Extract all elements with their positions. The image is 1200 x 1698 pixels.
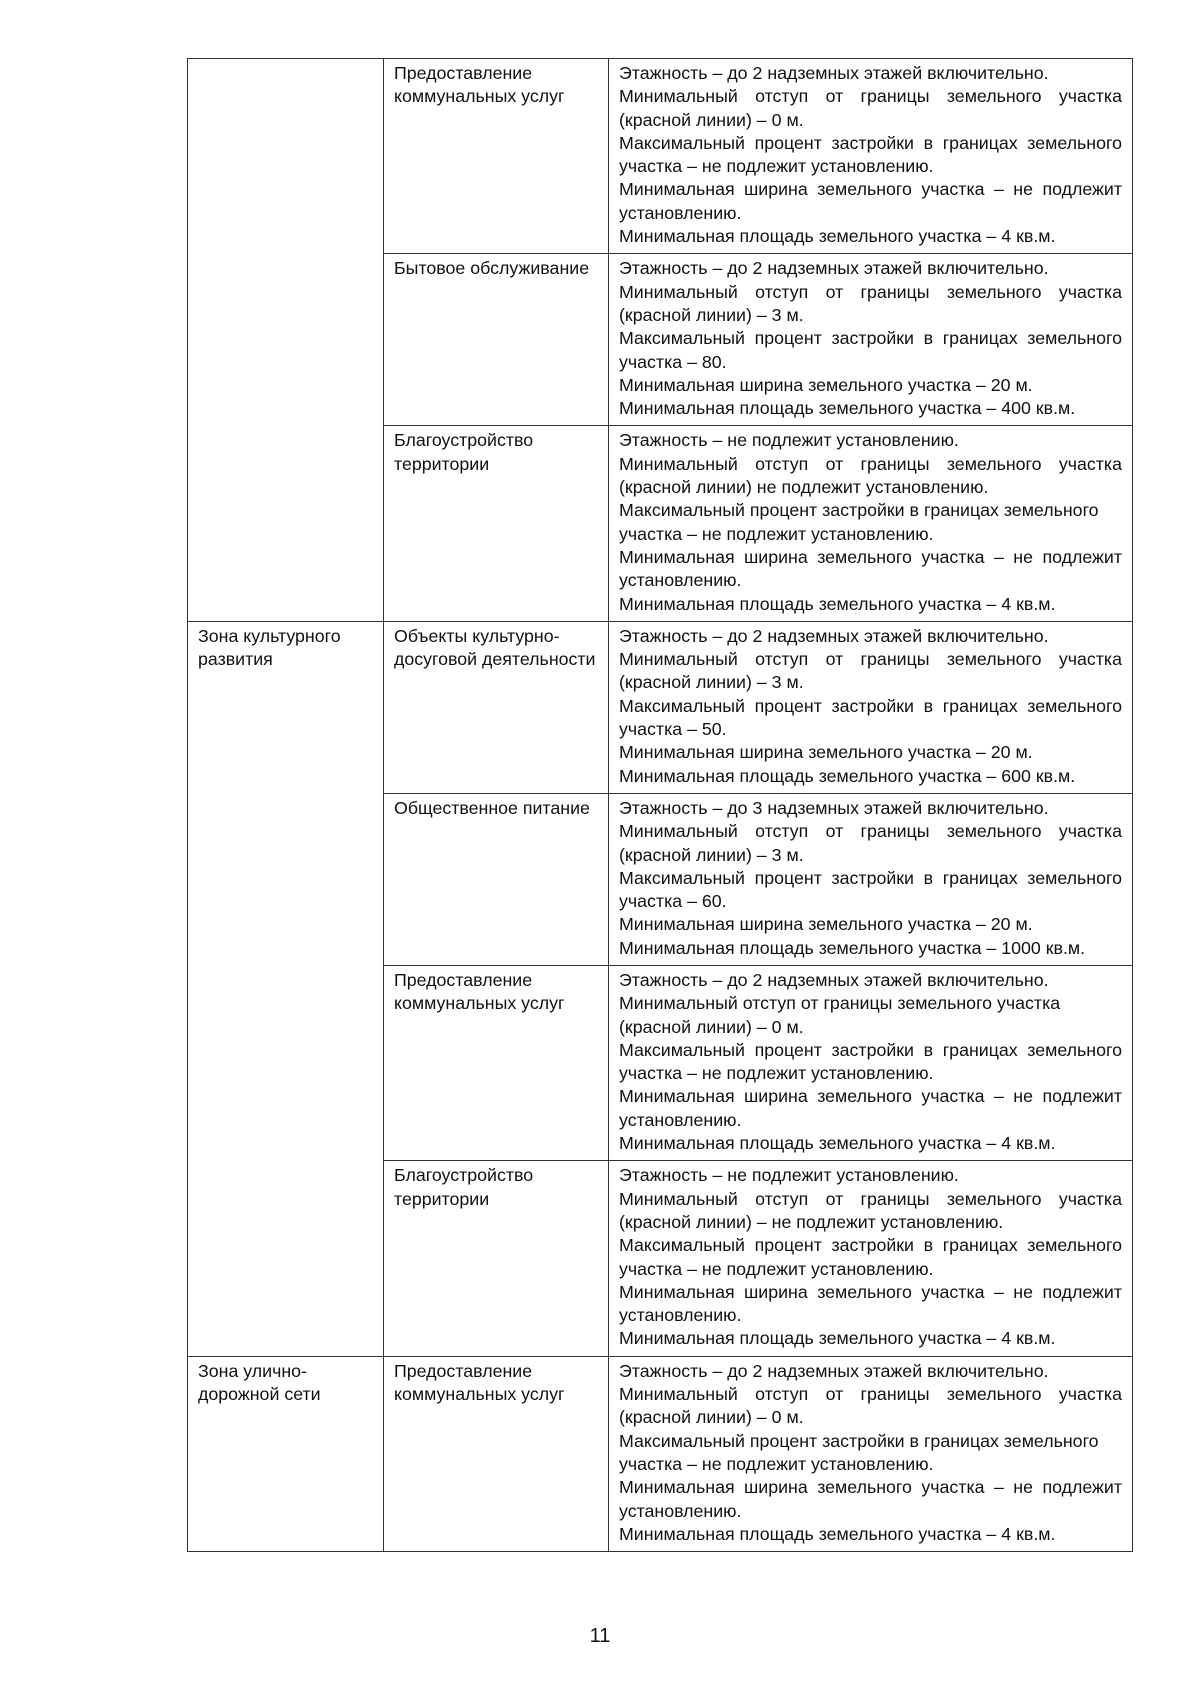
param-line: Максимальный процент застройки в границах земельного участка – 50. — [619, 695, 1122, 740]
zone-cell: Зона улично-дорожной сети — [188, 1356, 384, 1551]
param-line: участка – не подлежит установлению. — [619, 523, 934, 544]
param-line: Минимальная площадь земельного участка – 1000 кв.м. — [619, 937, 1086, 958]
param-line: Минимальная площадь земельного участка – 4 кв.м. — [619, 226, 1056, 247]
use-cell: Бытовое обслуживание — [384, 254, 609, 426]
param-line: Этажность – до 2 надземных этажей включительно. — [619, 258, 1049, 279]
param-line: Минимальный отступ от границы земельного участка (красной линии) – 0 м. — [619, 1384, 1122, 1428]
param-line: Этажность – не подлежит установлению. — [619, 430, 959, 451]
param-line: Минимальная ширина земельного участка – 20 м. — [619, 914, 1033, 935]
param-line: Максимальный процент застройки в границах земельного участка – не подлежит установлению. — [619, 1235, 1122, 1279]
param-line: Минимальная ширина земельного участка – не подлежит установлению. — [619, 546, 1122, 591]
params-cell — [609, 793, 1133, 965]
param-line: Минимальная площадь земельного участка – 400 кв.м. — [619, 398, 1076, 419]
param-line: Минимальная площадь земельного участка – 4 кв.м. — [619, 1133, 1056, 1154]
use-cell: Благоустройство территории — [384, 426, 609, 621]
params-cell — [609, 1161, 1133, 1356]
use-cell: Предоставление коммунальных услуг — [384, 1356, 609, 1551]
param-line: Минимальный отступ от границы земельного участка (красной линии) – 0 м. — [619, 993, 1061, 1037]
param-line: Максимальный процент застройки в границах земельного участка – не подлежит установлению. — [619, 132, 1122, 177]
page-number: 11 — [589, 1625, 611, 1647]
param-line: Минимальная ширина земельного участка – 20 м. — [619, 742, 1033, 763]
param-line: Максимальный процент застройки в границах земельного участка – 60. — [619, 867, 1122, 912]
param-line: Минимальная ширина земельного участка – 20 м. — [619, 374, 1033, 395]
use-cell: Благоустройство территории — [384, 1161, 609, 1356]
param-line: Минимальный отступ от границы земельного участка (красной линии) – 3 м. — [619, 821, 1122, 865]
use-cell: Предоставление коммунальных услуг — [384, 965, 609, 1160]
params-cell — [609, 254, 1133, 426]
params-cell — [609, 59, 1133, 254]
param-line: Минимальная ширина земельного участка – не подлежит установлению. — [619, 179, 1122, 223]
param-line: Минимальная ширина земельного участка – не подлежит установлению. — [619, 1086, 1122, 1130]
table-row — [188, 59, 1133, 254]
param-line: Максимальный процент застройки в границах земельного участка – не подлежит установлению. — [619, 1430, 1099, 1474]
param-line: Минимальный отступ от границы земельного участка (красной линии) – 3 м. — [619, 281, 1122, 325]
param-line: Минимальная площадь земельного участка – 600 кв.м. — [619, 765, 1076, 786]
param-line: Минимальный отступ от границы земельного участка (красной линии) – 3 м. — [619, 649, 1122, 693]
param-line: Минимальная ширина земельного участка – не подлежит установлению. — [619, 1477, 1122, 1521]
param-line: Минимальная площадь земельного участка – 4 кв.м. — [619, 1523, 1056, 1544]
param-line: Этажность – до 2 надземных этажей включительно. — [619, 969, 1049, 990]
params-cell — [609, 1356, 1133, 1551]
param-line: Максимальный процент застройки в границах земельного участка – не подлежит установлению. — [619, 1039, 1122, 1084]
zone-cell: Зона культурного развития — [188, 621, 384, 1356]
param-line: Минимальный отступ от границы земельного участка (красной линии) – 0 м. — [619, 86, 1122, 130]
zone-cell — [188, 59, 384, 622]
param-line: Минимальный отступ от границы земельного участка (красной линии) не подлежит установлению. — [619, 453, 1122, 498]
params-cell — [609, 965, 1133, 1160]
param-line: Этажность – до 2 надземных этажей включительно. — [619, 625, 1049, 646]
param-line: Минимальная ширина земельного участка – не подлежит установлению. — [619, 1281, 1122, 1326]
param-line: Минимальный отступ от границы земельного участка (красной линии) – не подлежит установлению. — [619, 1188, 1122, 1232]
param-line: Этажность – не подлежит установлению. — [619, 1165, 959, 1186]
use-cell: Объекты культурно-досуговой деятельности — [384, 621, 609, 793]
param-line: Этажность – до 2 надземных этажей включительно. — [619, 1360, 1049, 1381]
param-line: Минимальная площадь земельного участка – 4 кв.м. — [619, 1328, 1056, 1349]
param-line: Максимальный процент застройки в границах земельного участка – 80. — [619, 328, 1122, 372]
zoning-regulations-table — [187, 58, 1133, 1552]
use-cell: Предоставление коммунальных услуг — [384, 59, 609, 254]
param-line: Максимальный процент застройки в границах земельного — [619, 500, 1099, 521]
param-line: Минимальная площадь земельного участка – 4 кв.м. — [619, 593, 1056, 614]
params-cell — [609, 621, 1133, 793]
table-row — [188, 1356, 1133, 1551]
table-row — [188, 621, 1133, 793]
params-cell — [609, 426, 1133, 621]
param-line: Этажность – до 2 надземных этажей включительно. — [619, 63, 1049, 83]
param-line: Этажность – до 3 надземных этажей включительно. — [619, 797, 1049, 818]
use-cell: Общественное питание — [384, 793, 609, 965]
